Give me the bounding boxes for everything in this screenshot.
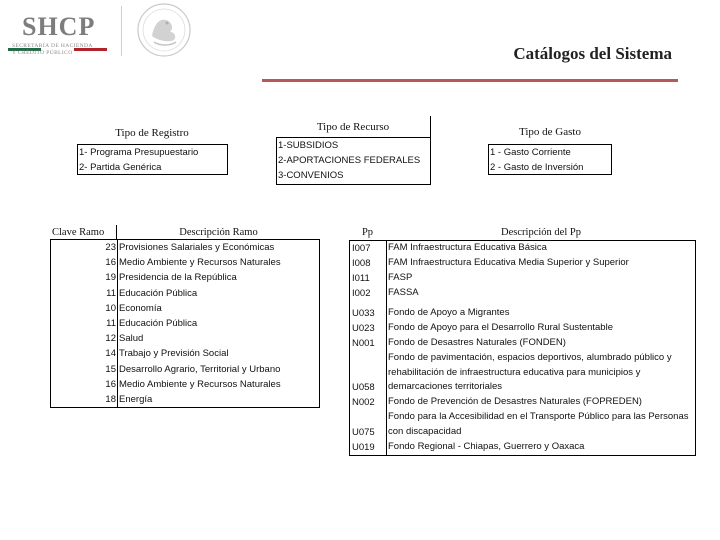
table-row [51, 286, 319, 301]
pp-code-cell: U023 [350, 321, 387, 336]
pp-description-cell: Fondo de Prevención de Desastres Naturales (FOPREDEN) [388, 396, 642, 408]
descripcion-ramo-cell: Medio Ambiente y Recursos Naturales [119, 378, 281, 390]
descripcion-ramo-cell: Provisiones Salariales y Económicas [119, 242, 275, 253]
descripcion-ramo-cell: Educación Pública [119, 317, 198, 329]
tipo-registro-list [77, 144, 228, 175]
table-row [51, 362, 319, 377]
pp-table-header [349, 225, 696, 240]
clave-ramo-header: Clave Ramo [50, 225, 117, 240]
shcp-logo [0, 0, 200, 62]
table-row [350, 286, 695, 301]
descripcion-pp-header: Descripción del Pp [501, 227, 581, 238]
clave-ramo-cell: 16 [51, 377, 118, 392]
pp-description-cell: Fondo de Apoyo para el Desarrollo Rural Sustentable [388, 322, 613, 334]
table-row [51, 316, 319, 331]
tipo-gasto-item: 1 - Gasto Corriente [490, 147, 571, 158]
pp-code-cell: U019 [350, 440, 387, 455]
logo-subtitle-line1: SECRETARÍA DE HACIENDA [12, 43, 93, 49]
table-row [350, 410, 695, 439]
pp-code-cell: N001 [350, 336, 387, 351]
table-row [350, 351, 695, 395]
descripcion-ramo-cell: Trabajo y Previsión Social [119, 348, 229, 360]
clave-ramo-cell: 16 [51, 255, 118, 270]
pp-table [349, 225, 696, 456]
clave-ramo-cell: 19 [51, 270, 118, 285]
table-row [51, 270, 319, 285]
table-row [350, 306, 695, 321]
table-row [350, 395, 695, 410]
pp-header: Pp [361, 227, 374, 238]
pp-description-cell: Fondo de Apoyo a Migrantes [388, 307, 510, 319]
table-row [51, 240, 319, 255]
title-rule [262, 79, 678, 82]
pp-code-cell: U033 [350, 306, 387, 321]
pp-description-cell: FAM Infraestructura Educativa Media Superior y Superior [388, 257, 629, 269]
tipo-gasto-header: Tipo de Gasto [519, 126, 581, 138]
descripcion-ramo-cell: Presidencia de la República [119, 272, 237, 284]
descripcion-ramo-cell: Educación Pública [119, 287, 198, 299]
pp-description-cell: FAM Infraestructura Educativa Básica [388, 242, 547, 254]
table-row [350, 271, 695, 286]
clave-ramo-cell: 23 [51, 240, 118, 255]
tipo-gasto-list [488, 144, 612, 175]
clave-ramo-cell: 10 [51, 301, 118, 316]
tipo-recurso-item: 2-APORTACIONES FEDERALES [278, 155, 421, 166]
pp-code-cell: I007 [350, 241, 387, 256]
clave-ramo-cell: 14 [51, 346, 118, 361]
pp-code-cell: U058 [350, 351, 387, 395]
table-row [51, 331, 319, 346]
clave-ramo-cell: 11 [51, 316, 118, 331]
table-row [350, 440, 695, 455]
clave-ramo-cell: 15 [51, 362, 118, 377]
page-title: Catálogos del Sistema [513, 44, 672, 63]
table-row [51, 392, 319, 407]
logo-stripe [8, 38, 108, 41]
tipo-recurso-list [276, 138, 431, 185]
pp-table-body [349, 240, 696, 456]
logo-letters: SHCP [22, 12, 96, 41]
pp-code-cell: U075 [350, 410, 387, 439]
descripcion-ramo-cell: Energía [119, 393, 153, 405]
pp-description-cell: Fondo de pavimentación, espacios deportivos, alumbrado público y rehabilitación de infraestructura educativa para municipios y demarcaciones territoriales [388, 352, 672, 393]
tipo-gasto-item: 2 - Gasto de Inversión [490, 162, 584, 173]
descripcion-ramo-header: Descripción Ramo [117, 225, 320, 240]
descripcion-ramo-cell: Desarrollo Agrario, Territorial y Urbano [119, 363, 281, 375]
table-row [51, 346, 319, 361]
pp-code-cell: I008 [350, 256, 387, 271]
pp-description-cell: Fondo de Desastres Naturales (FONDEN) [388, 337, 566, 349]
pp-description-cell: Fondo para la Accesibilidad en el Transporte Público para las Personas con discapacidad [388, 411, 689, 437]
ramo-table-header [50, 225, 320, 240]
table-row [350, 256, 695, 271]
pp-code-cell: N002 [350, 395, 387, 410]
ramo-table-body [50, 240, 320, 408]
logo-divider [121, 6, 122, 56]
table-row [350, 336, 695, 351]
descripcion-ramo-cell: Economía [119, 302, 162, 314]
ramo-table [50, 225, 320, 408]
pp-description-cell: FASSA [388, 287, 419, 299]
logo-subtitle-line2: Y CRÉDITO PÚBLICO [12, 50, 73, 56]
descripcion-ramo-cell: Salud [119, 333, 144, 345]
table-row [350, 241, 695, 256]
pp-description-cell: FASP [388, 272, 413, 284]
clave-ramo-cell: 12 [51, 331, 118, 346]
tipo-recurso-item: 3-CONVENIOS [278, 170, 344, 181]
table-row [350, 321, 695, 336]
table-row [51, 255, 319, 270]
mexican-eagle-seal-icon [130, 2, 198, 58]
pp-code-cell: I002 [350, 286, 387, 301]
table-row [51, 301, 319, 316]
clave-ramo-cell: 11 [51, 286, 118, 301]
clave-ramo-cell: 18 [51, 392, 118, 407]
pp-code-cell: I011 [350, 271, 387, 286]
tipo-registro-header: Tipo de Registro [115, 127, 189, 139]
descripcion-ramo-cell: Medio Ambiente y Recursos Naturales [119, 257, 281, 269]
tipo-registro-item: 2- Partida Genérica [79, 162, 162, 173]
tipo-registro-item: 1- Programa Presupuestario [79, 147, 199, 158]
tipo-recurso-header: Tipo de Recurso [276, 116, 431, 138]
pp-description-cell: Fondo Regional - Chiapas, Guerrero y Oaxaca [388, 440, 585, 452]
tipo-recurso-item: 1-SUBSIDIOS [278, 140, 339, 151]
table-row [51, 377, 319, 392]
